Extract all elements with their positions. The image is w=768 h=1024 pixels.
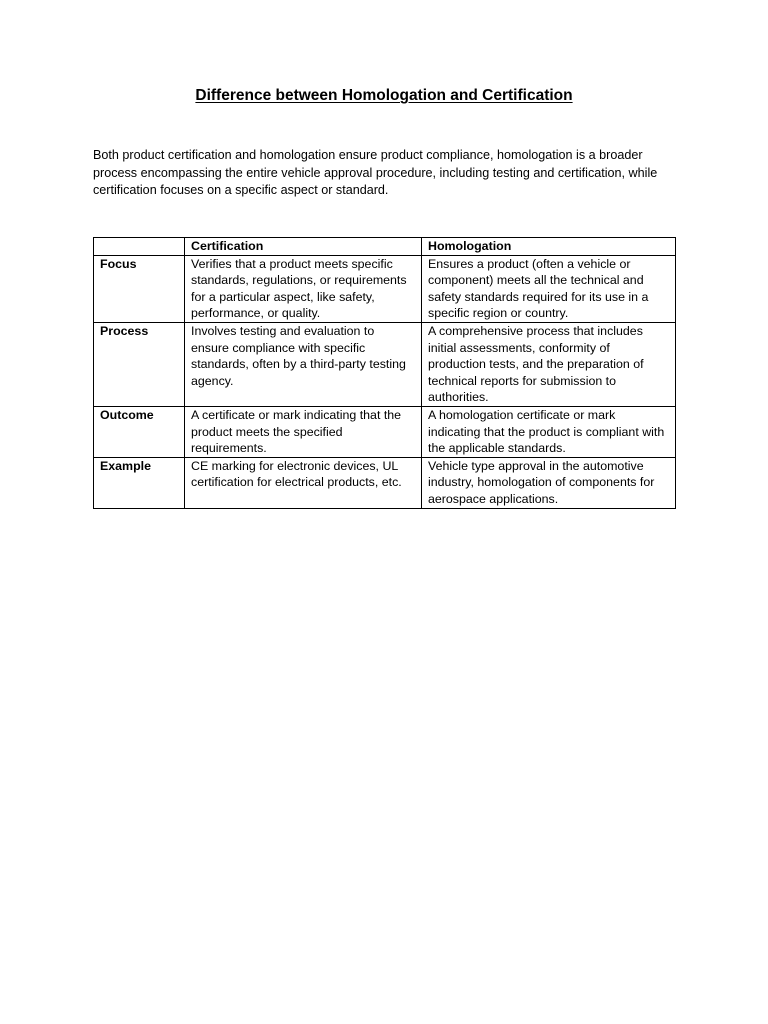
header-empty-cell: [94, 238, 185, 256]
comparison-table: [93, 237, 676, 509]
cell-homologation-outcome: A homologation certificate or mark indicating that the product is compliant with the applicable standards.: [422, 406, 676, 457]
table-header-row: [94, 238, 676, 256]
table-row: [94, 457, 676, 508]
row-label-example: Example: [94, 457, 185, 508]
row-label-process: Process: [94, 322, 185, 406]
intro-paragraph: Both product certification and homologation ensure product compliance, homologation is a broader process encompassing the entire vehicle approval procedure, including testing and certification, while certification focuses on a specific aspect or standard.: [93, 148, 658, 197]
cell-certification-process: Involves testing and evaluation to ensure compliance with specific standards, often by a third-party testing agency.: [185, 322, 422, 406]
header-certification: Certification: [185, 238, 422, 256]
cell-certification-outcome: A certificate or mark indicating that the product meets the specified requirements.: [185, 406, 422, 457]
table-row: [94, 406, 676, 457]
row-label-focus: Focus: [94, 255, 185, 322]
table-row: [94, 255, 676, 322]
row-label-outcome: Outcome: [94, 406, 185, 457]
cell-homologation-process: A comprehensive process that includes initial assessments, conformity of production tests, and the preparation of technical reports for submission to authorities.: [422, 322, 676, 406]
table-row: [94, 322, 676, 406]
document-title: Difference between Homologation and Certification: [195, 87, 573, 104]
cell-homologation-focus: Ensures a product (often a vehicle or component) meets all the technical and safety standards required for its use in a specific region or country.: [422, 255, 676, 322]
cell-homologation-example: Vehicle type approval in the automotive industry, homologation of components for aerospace applications.: [422, 457, 676, 508]
header-homologation: Homologation: [422, 238, 676, 256]
cell-certification-example: CE marking for electronic devices, UL certification for electrical products, etc.: [185, 457, 422, 508]
cell-certification-focus: Verifies that a product meets specific standards, regulations, or requirements for a particular aspect, like safety, performance, or quality.: [185, 255, 422, 322]
